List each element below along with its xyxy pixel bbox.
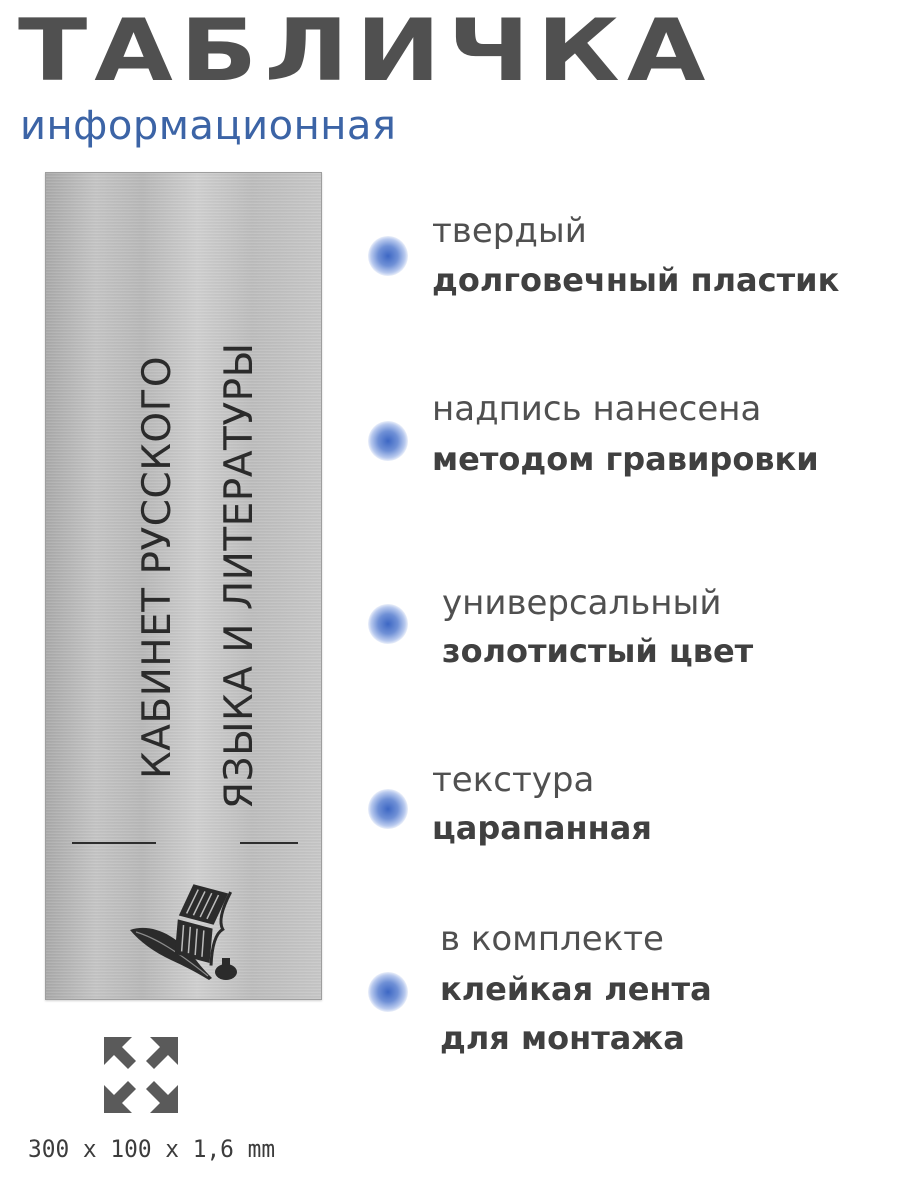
feature-bold-text: для монтажа	[440, 1019, 685, 1057]
feature-bold-text: золотистый цвет	[442, 632, 754, 670]
feature-bold-text: царапанная	[432, 809, 652, 847]
feature-bold-text: долговечный пластик	[432, 261, 840, 299]
plate-divider-right	[240, 842, 298, 844]
plate-divider-left	[72, 842, 156, 844]
plate-text-line2: ЯЗЫКА И ЛИТЕРАТУРЫ	[217, 342, 262, 809]
bullet-dot	[368, 236, 408, 276]
feature-light-text: в комплекте	[440, 919, 664, 959]
feature-bold-text: методом гравировки	[432, 440, 819, 478]
dimensions-label: 300 x 100 x 1,6 mm	[28, 1135, 276, 1163]
feature-light-text: универсальный	[442, 583, 722, 623]
plate-text-line1: КАБИНЕТ РУССКОГО	[135, 355, 180, 779]
feature-bold-text: клейкая лента	[440, 970, 712, 1008]
sign-plate	[45, 172, 322, 1000]
resize-arrows-icon	[102, 1035, 180, 1115]
bullet-dot	[368, 421, 408, 461]
bullet-dot	[368, 972, 408, 1012]
feature-light-text: твердый	[432, 211, 587, 251]
feature-light-text: текстура	[432, 760, 595, 800]
page-title: ТАБЛИЧКА	[18, 1, 713, 101]
book-and-quill-icon	[126, 868, 246, 983]
page-subtitle: информационная	[20, 103, 397, 149]
feature-light-text: надпись нанесена	[432, 389, 762, 429]
bullet-dot	[368, 604, 408, 644]
bullet-dot	[368, 789, 408, 829]
